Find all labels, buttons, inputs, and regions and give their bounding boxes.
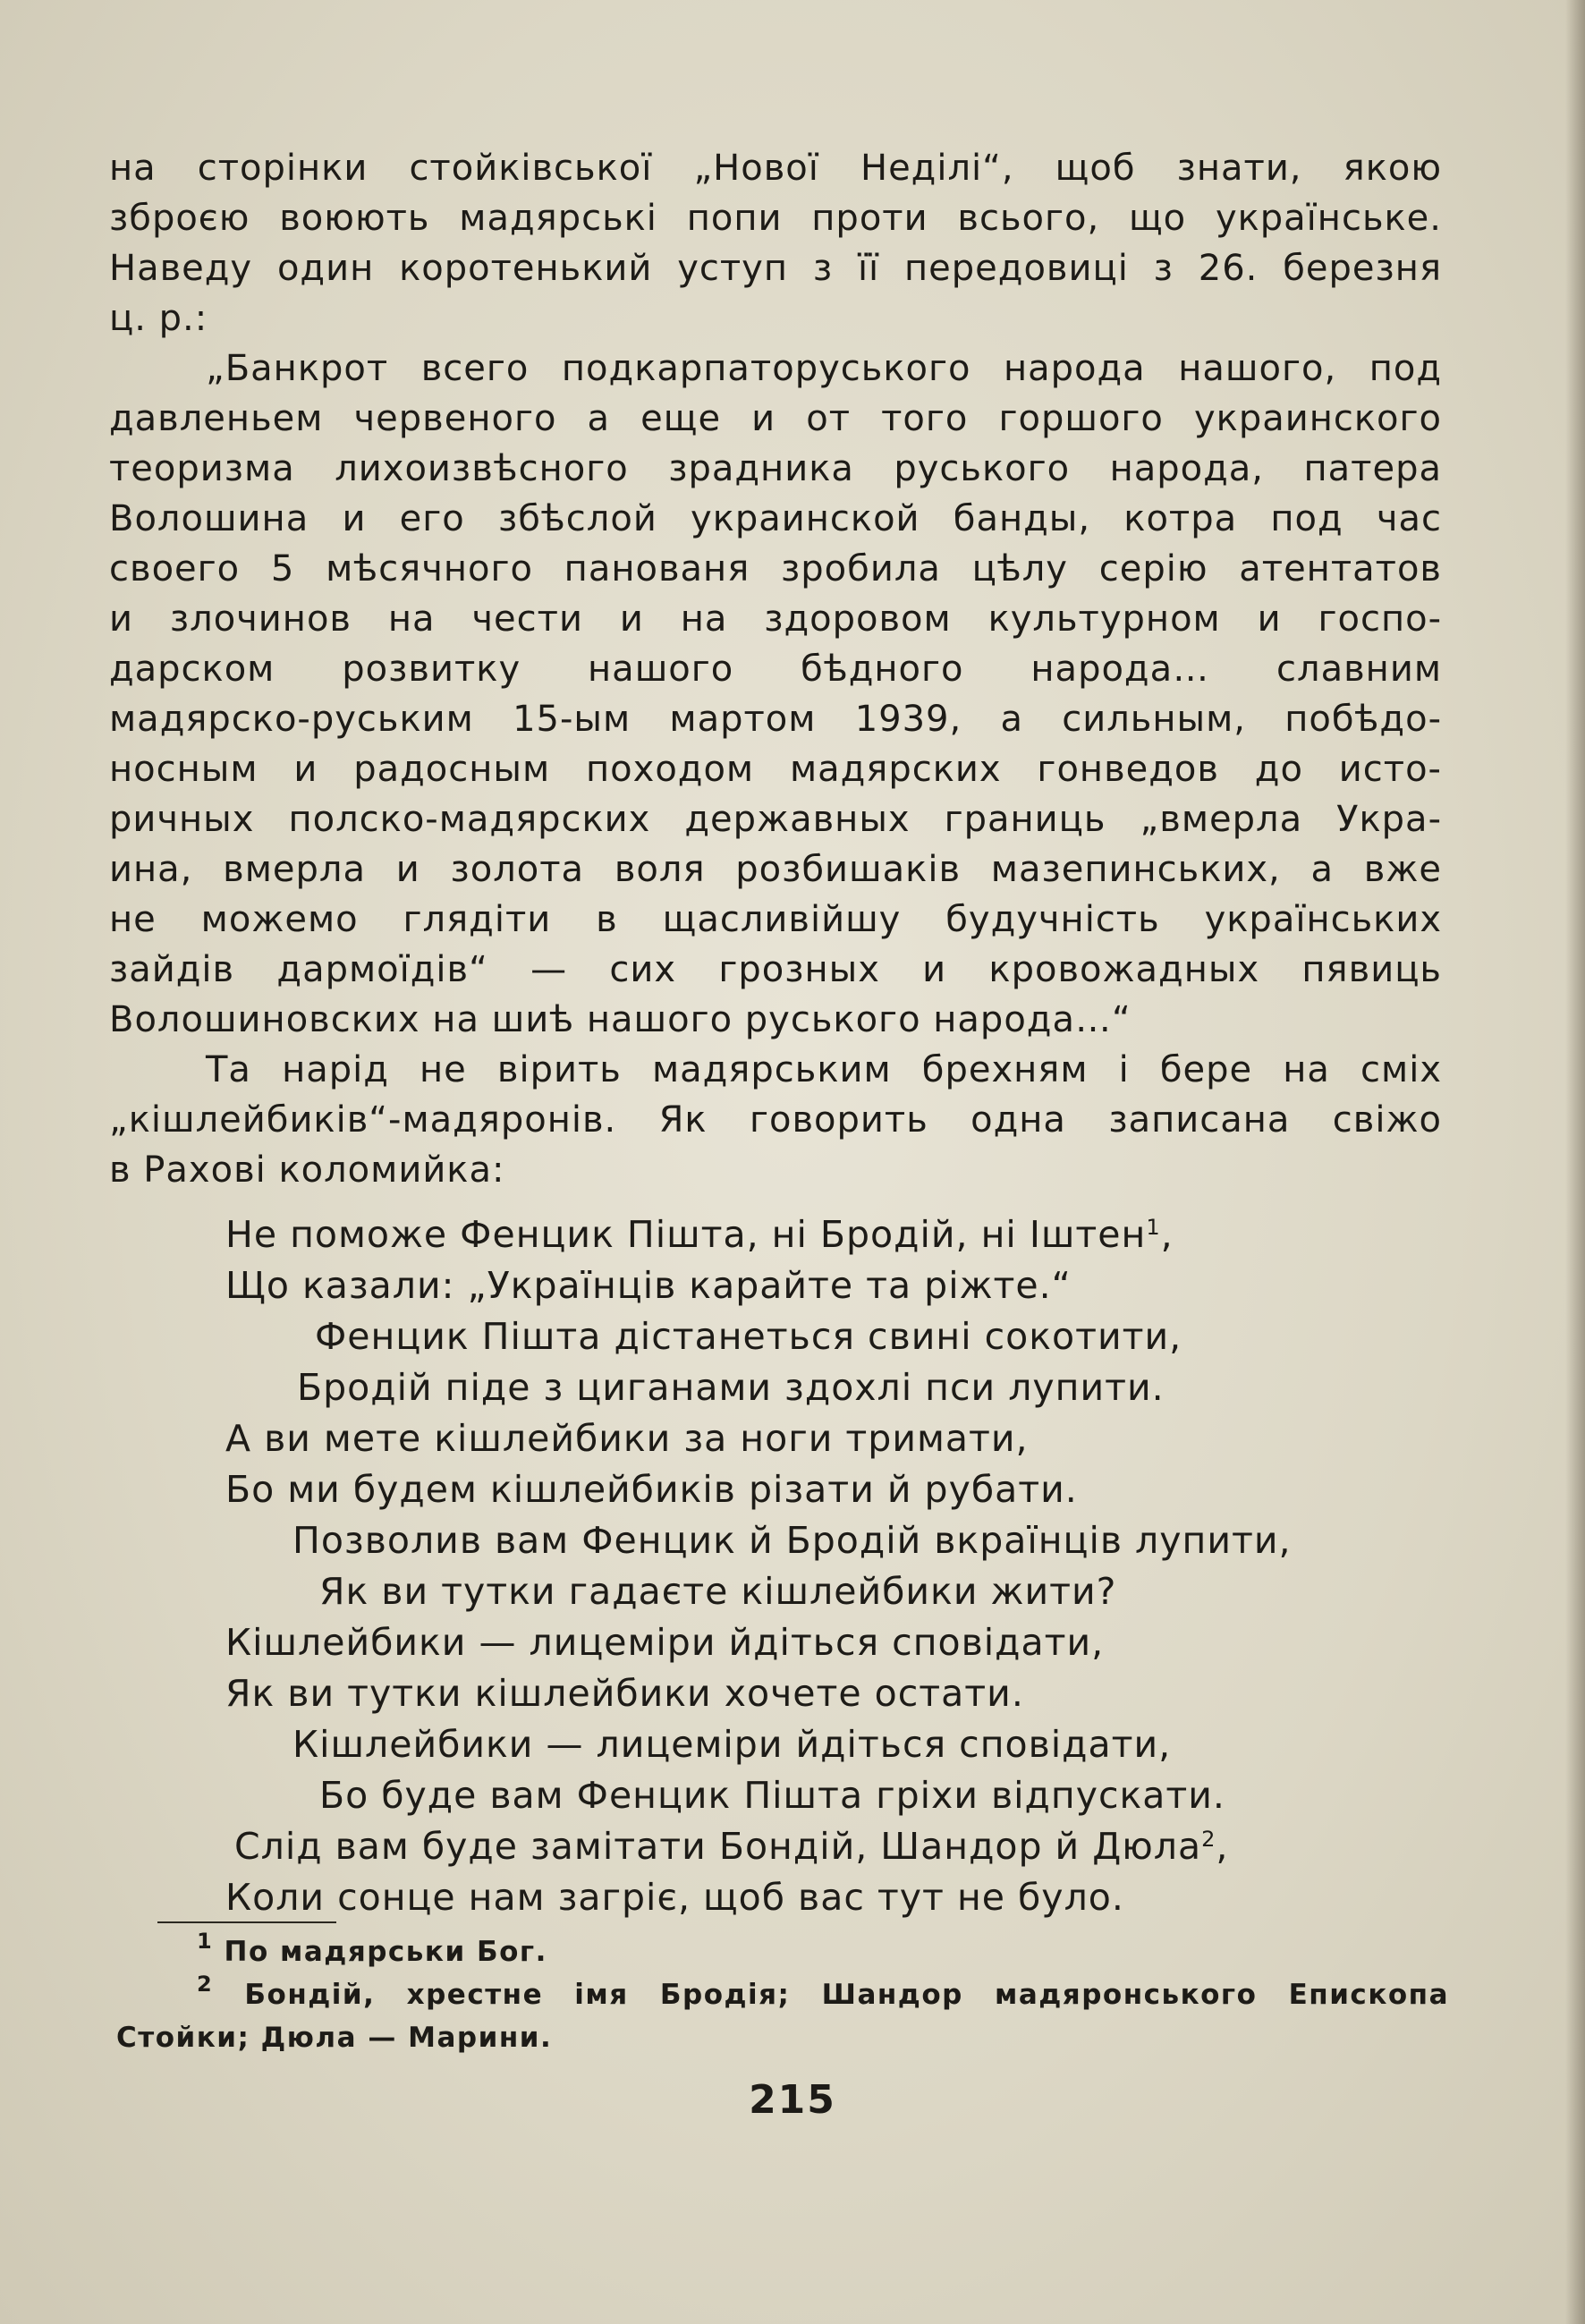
poem-line [225,1515,1343,1566]
poem-line [225,1311,1343,1362]
text-line: мадярско-руським 15-ым мартом 1939, а сильным, побѣдо- [109,699,1442,740]
poem-line-text: Позволив вам Фенцик й Бродій вкраїнців лупити, [292,1519,1292,1562]
poem-line-text: Не поможе Фенцик Пішта, ні Бродій, ні Іштен [225,1213,1147,1256]
poem-line-text: Що казали: „Українців карайте та ріжте.“ [225,1264,1072,1307]
page-edge-shadow [1565,0,1585,2324]
poem-line [225,1209,1343,1260]
poem-line [225,1362,1343,1413]
text-line: ц. р.: [109,298,208,339]
poem-line-text: Кішлейбики — лицеміри йдіться сповідати, [292,1723,1172,1766]
text-line: Та нарід не вірить мадярським брехням і бере на сміх [206,1049,1442,1090]
poem-line [225,1260,1343,1311]
poem-line-text: Фенцик Пішта дістанеться свині сокотити, [315,1315,1182,1358]
poem-line [225,1668,1343,1719]
footnote-text: По мадярськи Бог. [224,1936,547,1968]
text-line: ричных полско-мадярских державных границь „вмерла Укра- [109,799,1442,840]
footnote-2-continued: Стойки; Дюла — Марини. [116,2022,553,2054]
text-line: „кішлейбиків“-мадяронів. Як говорить одна записана свіжо [109,1099,1442,1141]
poem-line-text: Бродій піде з циганами здохлі пси лупити. [297,1366,1165,1409]
footnote-ref: 2 [1201,1827,1216,1852]
poem-line-punct: , [1160,1213,1174,1256]
poem-line-text: Бо ми будем кішлейбиків різати й рубати. [225,1468,1078,1511]
poem-line-text: Кішлейбики — лицеміри йдіться сповідати, [225,1621,1105,1664]
kolomyika-poem [225,1209,1343,1923]
poem-line [225,1872,1343,1923]
poem-line [225,1464,1343,1515]
text-line: „Банкрот всего подкарпаторуського народа нашого, под [206,348,1442,389]
text-line: и злочинов на чести и на здоровом культурном и госпо- [109,598,1442,640]
text-line: давленьем червеного а еще и от того горшого украинского [109,398,1442,439]
text-line: теоризма лихоизвѣсного зрадника руського народа, патера [109,448,1442,489]
poem-line [225,1413,1343,1464]
text-line: носным и радосным походом мадярских гонведов до исто- [109,749,1442,790]
poem-line-text: Бо буде вам Фенцик Пішта гріхи відпускати. [319,1774,1225,1817]
poem-line [225,1617,1343,1668]
page-number: 215 [749,2077,836,2123]
text-line: дарском розвитку нашого бѣдного народа… славним [109,649,1442,690]
text-line: Наведу один коротенький уступ з її передовиці з 26. березня [109,248,1442,289]
poem-line-text: Коли сонце нам загріє, щоб вас тут не було. [225,1876,1124,1919]
poem-line-text: Як ви тутки кішлейбики хочете остати. [225,1672,1024,1715]
footnotes [116,1930,1449,2059]
poem-line [225,1719,1343,1770]
footnote-text: Бондій, хрестне імя Бродія; Шандор мадяронського Епископа [244,1979,1449,2011]
poem-line [225,1821,1343,1872]
footnote-ref: 1 [1146,1215,1161,1240]
text-line: на сторінки стойківської „Нової Неділі“, щоб знати, якою [109,148,1442,189]
footnote-mark: 2 [197,1972,214,1997]
poem-line [225,1566,1343,1617]
poem-line-text: Як ви тутки гадаєте кішлейбики жити? [319,1570,1117,1613]
poem-line-text: А ви мете кішлейбики за ноги тримати, [225,1417,1029,1460]
text-line: своего 5 мѣсячного панованя зробила цѣлу серію атентатов [109,548,1442,589]
footnote-1 [116,1930,1449,1973]
text-line: зайдів дармоїдів“ — сих грозных и кровожадных пявиць [109,949,1442,990]
text-line: зброєю воюють мадярські попи проти всього, що українське. [109,198,1442,239]
text-line: не можемо глядіти в щасливійшу будучність українських [109,899,1442,940]
poem-line-text: Слід вам буде замітати Бондій, Шандор й Дюла [234,1825,1202,1868]
text-line: Волошина и его збѣслой украинской банды, котра под час [109,498,1442,539]
text-line: в Рахові коломийка: [109,1149,505,1191]
footnote-mark: 1 [197,1929,214,1954]
text-line: ина, вмерла и золота воля розбишаків мазепинських, а вже [109,849,1442,890]
paragraph-1 [109,143,1442,344]
text-line: Волошиновских на шиѣ нашого руського народа…“ [109,999,1132,1040]
paragraph-3 [109,1045,1442,1195]
footnote-2 [116,1973,1449,2016]
poem-line [225,1770,1343,1821]
poem-line-punct: , [1216,1825,1229,1868]
paragraph-2-quote [109,344,1442,1045]
main-text [109,143,1442,1195]
footnote-divider [157,1921,336,1923]
